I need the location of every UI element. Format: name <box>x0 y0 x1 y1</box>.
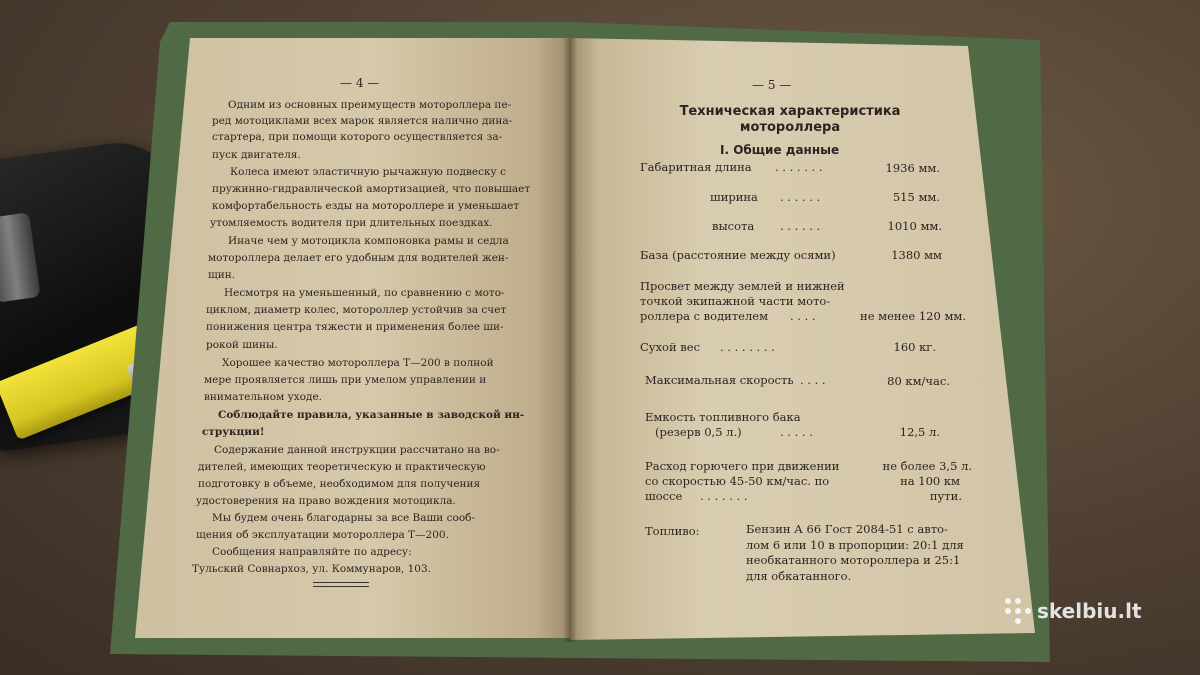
section-heading: I. Общие данные <box>720 143 840 157</box>
left-line: комфортабельность езды на мотороллере и уменьшает <box>212 200 520 212</box>
left-line: дителей, имеющих теоретическую и практическую <box>198 461 486 473</box>
spec-label: высота <box>712 219 755 233</box>
spec-value: пути. <box>929 489 962 503</box>
right-page-title: Техническая характеристика <box>679 104 901 119</box>
left-line: мотороллера делает его удобным для водителей жен- <box>208 252 509 264</box>
left-line: щин. <box>208 269 236 281</box>
spec-value: 160 кг. <box>893 340 936 354</box>
spec-label: Максимальная скорость <box>645 373 794 387</box>
spec-value: 1010 мм. <box>887 219 942 233</box>
spec-value: 1380 мм <box>891 248 942 262</box>
spec-label: Сухой вес <box>640 340 701 354</box>
fuel-line: лом 6 или 10 в пропорции: 20:1 для <box>746 538 964 552</box>
spec-value: не менее 120 мм. <box>860 309 966 323</box>
left-line: рокой шины. <box>206 339 278 351</box>
spec-dots: . . . . . <box>780 425 813 439</box>
spec-dots: . . . . . . <box>780 219 821 233</box>
left-line: циклом, диаметр колес, мотороллер устойчив за счет <box>206 304 507 316</box>
left-line: внимательном уходе. <box>204 391 323 403</box>
spec-dots: . . . . . . . <box>775 160 823 174</box>
left-line: стартера, при помощи которого осуществляется за- <box>212 131 503 143</box>
left-page-number: — 4 — <box>340 76 380 90</box>
left-line: удостоверения на право вождения мотоцикла. <box>196 495 456 507</box>
spec-label: Габаритная длина <box>640 160 752 174</box>
watermark <box>1005 598 1142 624</box>
left-line: пружинно-гидравлической амортизацией, что повышает <box>212 183 531 195</box>
spec-label: ширина <box>710 190 758 204</box>
left-line: щения об эксплуатации мотороллера Т—200. <box>196 529 449 541</box>
left-line: Тульский Совнархоз, ул. Коммунаров, 103. <box>192 563 431 575</box>
spec-value: 1936 мм. <box>885 161 940 175</box>
spec-dots: . . . . . . . <box>700 489 748 503</box>
spec-value: 80 км/час. <box>887 374 950 388</box>
spec-label: Просвет между землей и нижней <box>640 279 845 293</box>
left-page-divider <box>313 582 369 587</box>
left-line: понижения центра тяжести и применения более ши- <box>206 321 504 333</box>
spec-value: 12,5 л. <box>899 425 940 439</box>
spec-value: 515 мм. <box>892 190 940 204</box>
spec-dots: . . . . . . . . <box>720 340 775 354</box>
fuel-line: для обкатанного. <box>746 569 852 583</box>
left-line: Одним из основных преимуществ мотороллера пе- <box>228 99 512 111</box>
spec-label: (резерв 0,5 л.) <box>655 425 742 439</box>
spec-label: точкой экипажной части мото- <box>640 294 831 308</box>
spec-value: не более 3,5 л. <box>882 459 972 473</box>
right-page-number: — 5 — <box>752 78 792 92</box>
left-line: Хорошее качество мотороллера Т—200 в полной <box>222 357 494 369</box>
spec-dots: . . . . <box>800 373 826 387</box>
fuel-line: Бензин А 66 Гост 2084-51 с авто- <box>746 522 948 536</box>
left-line: Содержание данной инструкции рассчитано на во- <box>214 444 500 456</box>
spec-label: База (расстояние между осями) <box>640 248 836 262</box>
left-line: Соблюдайте правила, указанные в заводской ин- <box>218 409 525 421</box>
left-line: ред мотоциклами всех марок является налично дина- <box>212 115 513 127</box>
fuel-line: необкатанного мотороллера и 25:1 <box>746 553 961 567</box>
left-line: мере проявляется лишь при умелом управлении и <box>204 374 487 386</box>
spec-label: Расход горючего при движении <box>645 459 840 473</box>
spec-label: шоссе <box>645 489 683 503</box>
spec-label: со скоростью 45-50 км/час. по <box>645 474 830 488</box>
spec-label: роллера с водителем <box>640 309 769 323</box>
book-gutter <box>563 38 577 642</box>
spec-dots: . . . . . . <box>780 190 821 204</box>
left-line: подготовку в объеме, необходимом для получения <box>198 478 481 490</box>
spec-value: на 100 км <box>900 474 960 488</box>
left-line: струкции! <box>202 426 265 438</box>
left-line: Несмотря на уменьшенный, по сравнению с мото- <box>224 287 505 299</box>
watermark-logo-icon <box>1005 598 1031 624</box>
left-line: пуск двигателя. <box>212 149 301 161</box>
spec-label: Емкость топливного бака <box>645 410 801 424</box>
left-line: Иначе чем у мотоцикла компоновка рамы и седла <box>228 235 509 247</box>
left-line: Сообщения направляйте по адресу: <box>212 546 412 558</box>
right-page-title: мотороллера <box>739 120 841 135</box>
left-line: утомляемость водителя при длительных поездках. <box>210 217 493 229</box>
left-line: Мы будем очень благодарны за все Ваши сооб- <box>212 512 476 524</box>
left-line: Колеса имеют эластичную рычажную подвеску с <box>230 166 506 178</box>
spec-dots: . . . . <box>790 309 816 323</box>
watermark-text: skelbiu.lt <box>1037 599 1142 623</box>
fuel-label: Топливо: <box>645 524 700 538</box>
